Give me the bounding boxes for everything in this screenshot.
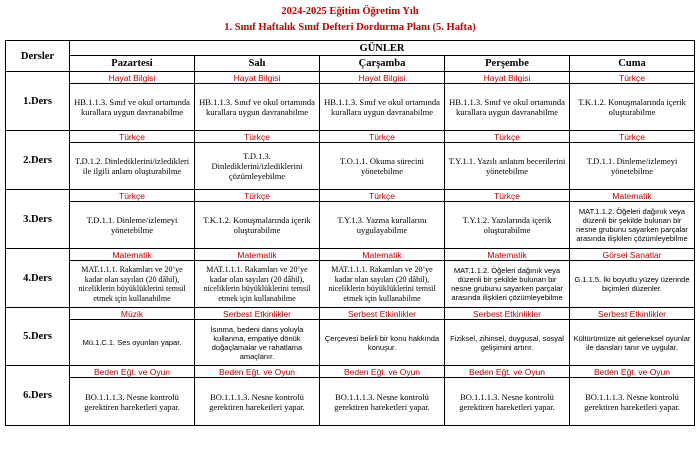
day-header-pazartesi: Pazartesi (70, 56, 195, 72)
day-header-persembe: Perşembe (445, 56, 570, 72)
day-header-cuma: Cuma (570, 56, 695, 72)
row-label-1: 1.Ders (6, 72, 70, 131)
subject-cell: Beden Eğt. ve Oyun (570, 366, 695, 378)
content-cell: T.Y.1.1. Yazılı anlatım becerilerini yönetebilme (445, 143, 570, 190)
subject-cell: Matematik (570, 190, 695, 202)
row-label-2: 2.Ders (6, 131, 70, 190)
content-cell: T.D.1.1. Dinleme/izlemeyi yönetebilme (70, 202, 195, 249)
subject-cell: Matematik (445, 249, 570, 261)
subject-cell: Türkçe (70, 190, 195, 202)
subject-cell: Türkçe (570, 72, 695, 84)
subject-cell: Serbest Etkinlikler (445, 308, 570, 320)
content-cell: Fiziksel, zihinsel, duygusal, sosyal gelişimini artırır. (445, 320, 570, 366)
subject-cell: Beden Eğt. ve Oyun (320, 366, 445, 378)
subject-cell: Hayat Bilgisi (320, 72, 445, 84)
content-cell: T.D.1.2. Dinlediklerini/izledikleri ile ilgili anlam oluşturabilme (70, 143, 195, 190)
content-cell: HB.1.1.3. Sınıf ve okul ortamında kurallara uygun davranabilme (320, 84, 445, 131)
subject-cell: Türkçe (445, 131, 570, 143)
subject-cell: Türkçe (320, 131, 445, 143)
dersler-header: Dersler (6, 41, 70, 72)
subject-cell: Beden Eğt. ve Oyun (445, 366, 570, 378)
content-cell: T.D.1.1. Dinleme/izlemeyi yönetebilme (570, 143, 695, 190)
subject-cell: Müzik (70, 308, 195, 320)
subject-cell: Türkçe (70, 131, 195, 143)
content-cell: BO.1.1.1.3. Nesne kontrolü gerektiren hareketleri yapar. (445, 378, 570, 426)
row-label-6: 6.Ders (6, 366, 70, 426)
content-cell: MAT.1.1.1. Rakamları ve 20’ye kadar olan sayıları (20 dâhil), niceliklerin büyüklüklerini temsil etmek için kullanabilme (70, 261, 195, 308)
subject-cell: Türkçe (570, 131, 695, 143)
row-label-3: 3.Ders (6, 190, 70, 249)
subject-cell: Matematik (70, 249, 195, 261)
content-cell: MAT.1.1.2. Öğeleri dağınık veya düzenli bir şekilde bulunan bir nesne grubunu sayarken parçalar arasında ilişkileri çözümleyebilme (445, 261, 570, 308)
content-cell: T.O.1.1. Okuma sürecini yönetebilme (320, 143, 445, 190)
subject-cell: Hayat Bilgisi (445, 72, 570, 84)
content-cell: Çerçevesi belirli bir konu hakkında konuşur. (320, 320, 445, 366)
content-cell: Kültürümüze ait geleneksel oyunlar ile dansları tanır ve uygular. (570, 320, 695, 366)
document-title: 2024-2025 Eğitim Öğretim Yılı (281, 6, 419, 17)
subject-cell: Serbest Etkinlikler (570, 308, 695, 320)
weekly-plan-table (5, 40, 695, 426)
content-cell: HB.1.1.3. Sınıf ve okul ortamında kurallara uygun davranabilme (445, 84, 570, 131)
subject-cell: Türkçe (320, 190, 445, 202)
content-cell: Mü.1.C.1. Ses oyunları yapar. (70, 320, 195, 366)
subject-cell: Türkçe (445, 190, 570, 202)
subject-cell: Matematik (320, 249, 445, 261)
content-cell: T.Y.1.3. Yazma kurallarını uygulayabilme (320, 202, 445, 249)
content-cell: HB.1.1.3. Sınıf ve okul ortamında kurallara uygun davranabilme (70, 84, 195, 131)
subject-cell: Serbest Etkinlikler (320, 308, 445, 320)
subject-cell: Beden Eğt. ve Oyun (195, 366, 320, 378)
subject-cell: Hayat Bilgisi (195, 72, 320, 84)
day-header-carsamba: Çarşamba (320, 56, 445, 72)
subject-cell: Türkçe (195, 190, 320, 202)
document-subtitle: 1. Sınıf Haftalık Sınıf Defteri Dordurma Planı (5. Hafta) (224, 22, 476, 33)
content-cell: BO.1.1.1.3. Nesne kontrolü gerektiren hareketleri yapar. (195, 378, 320, 426)
subject-cell: Serbest Etkinlikler (195, 308, 320, 320)
content-cell: HB.1.1.3. Sınıf ve okul ortamında kurallara uygun davranabilme (195, 84, 320, 131)
subject-cell: Görsel Sanatlar (570, 249, 695, 261)
content-cell: T.D.1.3. Dinlediklerini/izlediklerini çözümleyebilme (195, 143, 320, 190)
content-cell: MAT.1.1.1. Rakamları ve 20’ye kadar olan sayıları (20 dâhil), niceliklerin büyüklüklerini temsil etmek için kullanabilme (320, 261, 445, 308)
content-cell: T.K.1.2. Konuşmalarında içerik oluşturabilme (570, 84, 695, 131)
content-cell: BO.1.1.1.3. Nesne kontrolü gerektiren hareketleri yapar. (70, 378, 195, 426)
content-cell: T.K.1.2. Konuşmalarında içerik oluşturabilme (195, 202, 320, 249)
subject-cell: Hayat Bilgisi (70, 72, 195, 84)
row-label-4: 4.Ders (6, 249, 70, 308)
content-cell: MAT.1.1.2. Öğeleri dağınık veya düzenli bir şekilde bulunan bir nesne grubunu sayarken parçalar arasında ilişkileri çözümleyebilme (570, 202, 695, 249)
content-cell: T.Y.1.2. Yazılarında içerik oluşturabilme (445, 202, 570, 249)
content-cell: MAT.1.1.1. Rakamları ve 20’ye kadar olan sayıları (20 dâhil), niceliklerin büyüklüklerini temsil etmek için kullanabilme (195, 261, 320, 308)
content-cell: BO.1.1.1.3. Nesne kontrolü gerektiren hareketleri yapar. (320, 378, 445, 426)
row-label-5: 5.Ders (6, 308, 70, 366)
content-cell: G.1.1.5. İki boyutlu yüzey üzerinde biçimleri düzenler. (570, 261, 695, 308)
gunler-header: GÜNLER (70, 41, 695, 56)
content-cell: İsınma, bedeni dans yoluyla kullanma, empatiye dönük doğaçlamalar ve rahatlama amaçlanır. (195, 320, 320, 366)
subject-cell: Beden Eğt. ve Oyun (70, 366, 195, 378)
subject-cell: Matematik (195, 249, 320, 261)
content-cell: BO.1.1.1.3. Nesne kontrolü gerektiren hareketleri yapar. (570, 378, 695, 426)
subject-cell: Türkçe (195, 131, 320, 143)
day-header-sali: Salı (195, 56, 320, 72)
